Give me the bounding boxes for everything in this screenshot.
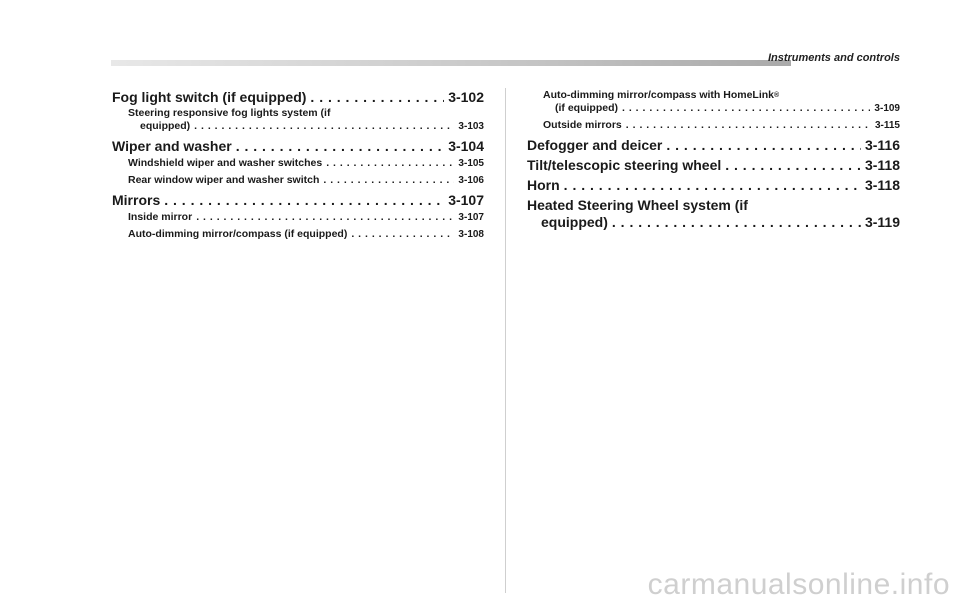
leader-dots	[323, 174, 454, 187]
section-title: Instruments and controls	[767, 52, 900, 64]
leader-dots	[194, 120, 454, 133]
page-number: 3-104	[448, 138, 484, 154]
leader-dots	[725, 157, 861, 174]
page-number: 3-107	[448, 192, 484, 208]
toc-entry-wiper-washer[interactable]: Wiper and washer . . . 3-104	[112, 138, 484, 155]
page-number: 3-109	[874, 103, 900, 114]
leader-dots	[612, 214, 861, 231]
toc-entry-mirrors[interactable]: Mirrors . . . 3-107	[112, 192, 484, 209]
toc-entry-auto-dimming-mirror[interactable]: Auto-dimming mirror/compass (if equipped) . . . 3-108	[112, 228, 484, 241]
toc-entry-fog-light-switch[interactable]: Fog light switch (if equipped) . . . 3-102	[112, 89, 484, 106]
leader-dots	[310, 89, 444, 106]
page-number: 3-107	[458, 212, 484, 223]
leader-dots	[622, 102, 870, 115]
toc-left-column	[112, 89, 484, 241]
leader-dots	[164, 192, 444, 209]
toc-entry-rear-wiper[interactable]: Rear window wiper and washer switch . . . 3-106	[112, 174, 484, 187]
watermark: carmanualsonline.info	[647, 568, 950, 601]
leader-dots	[326, 157, 454, 170]
leader-dots	[236, 138, 445, 155]
page-number: 3-118	[864, 177, 900, 193]
page-number: 3-118	[864, 157, 900, 173]
toc-entry-steering-fog-lights[interactable]: Steering responsive fog lights system (if equipped) . . . 3-103	[112, 107, 484, 133]
page-number: 3-116	[864, 137, 900, 153]
toc-right-column	[527, 89, 900, 232]
toc-entry-horn[interactable]: Horn . . . 3-118	[527, 177, 900, 194]
page-number: 3-102	[448, 89, 484, 105]
page-number: 3-103	[458, 121, 484, 132]
page-number: 3-115	[874, 120, 900, 131]
toc-entry-windshield-wiper[interactable]: Windshield wiper and washer switches . . . 3-105	[112, 157, 484, 170]
toc-entry-auto-dimming-homelink[interactable]: Auto-dimming mirror/compass with HomeLink® (if equipped) . . . 3-109	[527, 89, 900, 115]
page-number: 3-105	[458, 158, 484, 169]
page-number: 3-119	[864, 214, 900, 230]
leader-dots	[626, 119, 871, 132]
page-number: 3-108	[458, 229, 484, 240]
column-divider	[505, 88, 506, 593]
toc-entry-defogger-deicer[interactable]: Defogger and deicer . . . 3-116	[527, 137, 900, 154]
registered-mark: ®	[774, 92, 780, 99]
leader-dots	[351, 228, 454, 241]
toc-entry-inside-mirror[interactable]: Inside mirror . . . 3-107	[112, 211, 484, 224]
leader-dots	[564, 177, 861, 194]
header-rule	[111, 60, 791, 66]
page-number: 3-106	[458, 175, 484, 186]
toc-entry-heated-steering-wheel[interactable]: Heated Steering Wheel system (if equipped) . . . 3-119	[527, 197, 900, 231]
toc-entry-tilt-steering-wheel[interactable]: Tilt/telescopic steering wheel . . . 3-118	[527, 157, 900, 174]
toc-entry-outside-mirrors[interactable]: Outside mirrors . . . 3-115	[527, 119, 900, 132]
leader-dots	[196, 211, 454, 224]
leader-dots	[666, 137, 861, 154]
